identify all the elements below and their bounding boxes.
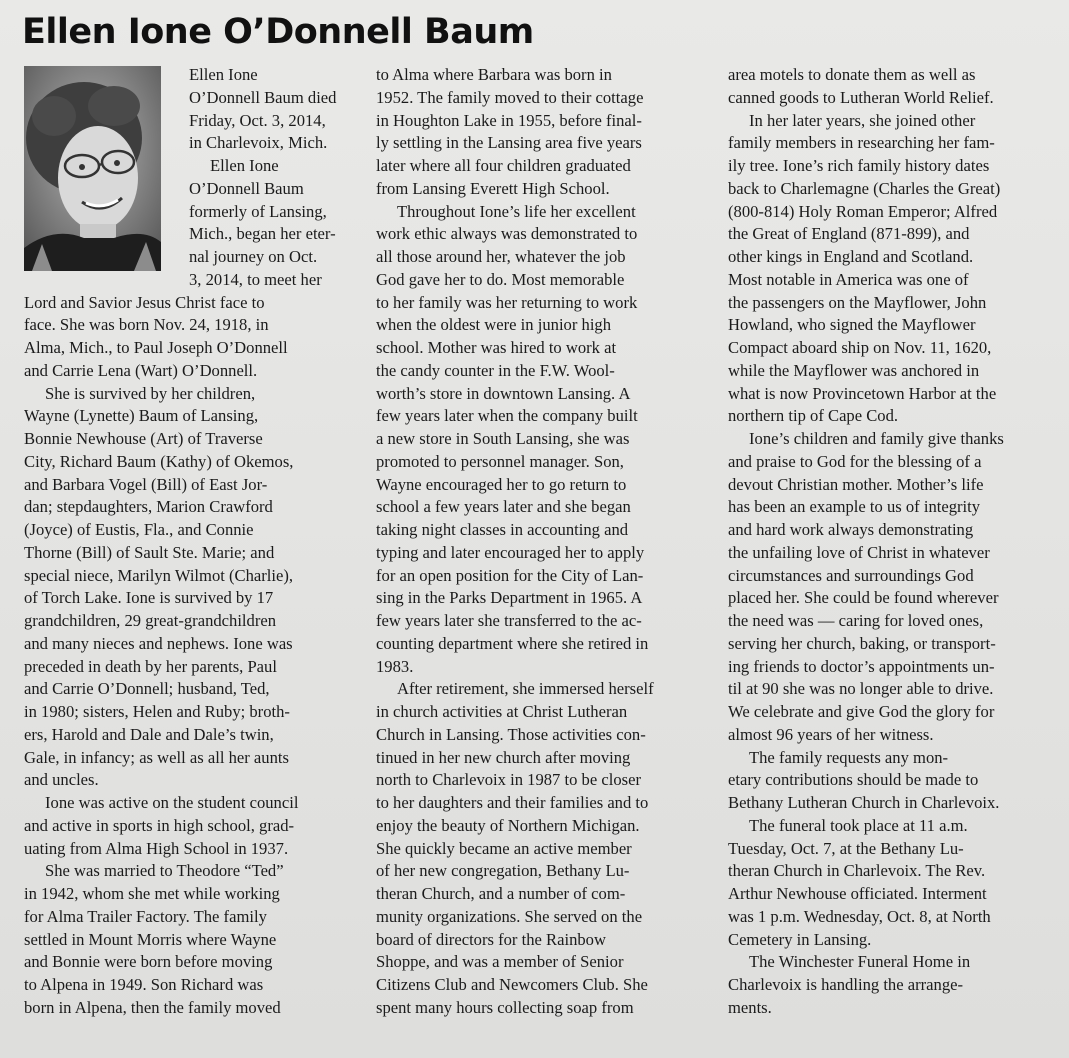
text-line: few years later she transferred to the ac- xyxy=(376,611,642,630)
text-line: til at 90 she was no longer able to drive. xyxy=(728,679,994,699)
text-line: and active in sports in high school, grad- xyxy=(24,815,295,835)
text-line: God gave her to do. Most memorable xyxy=(376,269,625,289)
text-line: O’Donnell Baum xyxy=(189,178,304,198)
text-line: circumstances and surroundings God xyxy=(728,565,974,585)
text-line: Bethany Lutheran Church in Charlevoix. xyxy=(728,793,1000,812)
text-line: (800-814) Holy Roman Emperor; Alfred xyxy=(728,201,998,221)
text-line: born in Alpena, then the family moved xyxy=(24,997,281,1017)
text-line: school. Mother was hired to work at xyxy=(376,338,617,357)
text-line: Mich., began her eter- xyxy=(189,224,336,244)
text-line: and praise to God for the blessing of a xyxy=(728,451,982,471)
text-line: special niece, Marilyn Wilmot (Charlie), xyxy=(24,565,294,585)
text-line: has been an example to us of integrity xyxy=(728,497,981,517)
text-line: serving her church, baking, or transport- xyxy=(728,633,996,653)
text-line: theran Church, and a number of com- xyxy=(376,884,626,903)
text-line: canned goods to Lutheran World Relief. xyxy=(728,87,994,107)
text-line: few years later when the company built xyxy=(376,406,638,426)
text-beside-photo xyxy=(189,64,336,292)
text-line: while the Mayflower was anchored in xyxy=(728,360,980,380)
photo-block xyxy=(24,64,359,292)
text-line: area motels to donate them as well as xyxy=(728,65,976,84)
text-line: the passengers on the Mayflower, John xyxy=(728,292,987,312)
text-line: the candy counter in the F.W. Wool- xyxy=(376,360,615,380)
text-line: spent many hours collecting soap from xyxy=(376,997,634,1017)
text-line: when the oldest were in junior high xyxy=(376,315,612,335)
text-line: work ethic always was demonstrated to xyxy=(376,224,638,244)
text-line: Friday, Oct. 3, 2014, xyxy=(189,110,326,130)
text-line: Ellen Ione xyxy=(210,156,279,175)
text-line: school a few years later and she began xyxy=(376,497,631,517)
text-line: Tuesday, Oct. 7, at the Bethany Lu- xyxy=(728,838,964,858)
text-line: 1983. xyxy=(376,656,414,676)
text-line: etary contributions should be made to xyxy=(728,770,979,790)
text-line: Citizens Club and Newcomers Club. She xyxy=(376,975,648,994)
text-line: She is survived by her children, xyxy=(45,383,256,403)
text-line: Most notable in America was one of xyxy=(728,269,969,289)
text-line: grandchildren, 29 great-grandchildren xyxy=(24,611,277,630)
text-line: theran Church in Charlevoix. The Rev. xyxy=(728,861,986,881)
text-line: board of directors for the Rainbow xyxy=(376,929,606,949)
text-line: in Houghton Lake in 1955, before final- xyxy=(376,110,642,130)
text-line: Shoppe, and was a member of Senior xyxy=(376,952,624,972)
text-line: Charlevoix is handling the arrange- xyxy=(728,975,964,994)
text-line: tinued in her new church after moving xyxy=(376,747,631,767)
text-line: for an open position for the City of Lan- xyxy=(376,565,644,585)
text-line: for Alma Trailer Factory. The family xyxy=(24,906,267,926)
text-line: enjoy the beauty of Northern Michigan. xyxy=(376,815,640,835)
text-line: 1952. The family moved to their cottage xyxy=(376,87,644,107)
portrait-photo-icon xyxy=(24,66,161,271)
text-line: Church in Lansing. Those activities con- xyxy=(376,724,646,744)
text-line: Throughout Ione’s life her excellent xyxy=(397,201,636,221)
text-line: counting department where she retired in xyxy=(376,633,649,653)
text-line: and uncles. xyxy=(24,770,99,790)
text-line: 3, 2014, to meet her xyxy=(189,269,322,289)
text-line: We celebrate and give God the glory for xyxy=(728,702,995,721)
text-line: of her new congregation, Bethany Lu- xyxy=(376,861,630,881)
obituary-headline: Ellen Ione O’Donnell Baum xyxy=(22,12,534,52)
text-line: Arthur Newhouse officiated. Interment xyxy=(728,884,987,903)
text-line: After retirement, she immersed herself xyxy=(397,679,654,699)
text-line: sing in the Parks Department in 1965. A xyxy=(376,588,643,608)
text-line: to her daughters and their families and to xyxy=(376,793,649,812)
column-2-lines xyxy=(376,64,710,1020)
column-2 xyxy=(376,64,710,1020)
text-line: nal journey on Oct. xyxy=(189,247,318,266)
text-line: She was married to Theodore “Ted” xyxy=(45,861,284,881)
text-line: Howland, who signed the Mayflower xyxy=(728,315,976,335)
text-line: all those around her, whatever the job xyxy=(376,247,626,266)
text-line: promoted to personnel manager. Son, xyxy=(376,451,624,471)
text-line: placed her. She could be found wherever xyxy=(728,588,999,608)
text-line: and Carrie O’Donnell; husband, Ted, xyxy=(24,679,270,699)
text-line: and many nieces and nephews. Ione was xyxy=(24,633,293,653)
text-line: in 1942, whom she met while working xyxy=(24,884,280,903)
text-line: devout Christian mother. Mother’s life xyxy=(728,474,984,494)
text-line: Wayne encouraged her to go return to xyxy=(376,474,627,494)
text-line: Gale, in infancy; as well as all her aunts xyxy=(24,747,289,767)
text-line: Thorne (Bill) of Sault Ste. Marie; and xyxy=(24,542,275,562)
text-line: northern tip of Cape Cod. xyxy=(728,406,899,426)
text-line: north to Charlevoix in 1987 to be closer xyxy=(376,770,641,790)
text-line: ments. xyxy=(728,997,772,1017)
text-line: (Joyce) of Eustis, Fla., and Connie xyxy=(24,520,254,539)
text-line: to Alma where Barbara was born in xyxy=(376,65,612,84)
text-line: typing and later encouraged her to apply xyxy=(376,542,645,562)
text-line: and Barbara Vogel (Bill) of East Jor- xyxy=(24,474,268,494)
text-line: later where all four children graduated xyxy=(376,156,631,175)
text-line: face. She was born Nov. 24, 1918, in xyxy=(24,315,269,335)
text-line: Ione’s children and family give thanks xyxy=(749,429,1004,448)
text-line: and hard work always demonstrating xyxy=(728,520,974,539)
text-line: and Bonnie were born before moving xyxy=(24,952,273,972)
text-line: in 1980; sisters, Helen and Ruby; broth- xyxy=(24,702,290,721)
text-line: uating from Alma High School in 1937. xyxy=(24,838,289,858)
column-1 xyxy=(24,64,359,1020)
column-3 xyxy=(728,64,1060,1020)
text-line: In her later years, she joined other xyxy=(749,110,976,130)
text-line: She quickly became an active member xyxy=(376,838,632,858)
text-line: worth’s store in downtown Lansing. A xyxy=(376,383,631,403)
text-line: to her family was her returning to work xyxy=(376,292,638,312)
text-line: Wayne (Lynette) Baum of Lansing, xyxy=(24,406,259,426)
column-3-lines xyxy=(728,64,1060,1020)
text-line: other kings in England and Scotland. xyxy=(728,247,974,266)
text-line: ly settling in the Lansing area five years xyxy=(376,133,642,153)
text-line: Compact aboard ship on Nov. 11, 1620, xyxy=(728,338,992,357)
column-1-lines xyxy=(24,292,359,1020)
text-line: preceded in death by her parents, Paul xyxy=(24,656,277,676)
text-line: City, Richard Baum (Kathy) of Okemos, xyxy=(24,451,294,471)
text-line: munity organizations. She served on the xyxy=(376,906,643,926)
text-line: ily tree. Ione’s rich family history dates xyxy=(728,156,990,175)
text-line: Ione was active on the student council xyxy=(45,793,299,812)
text-line: The Winchester Funeral Home in xyxy=(749,952,971,972)
text-line: to Alpena in 1949. Son Richard was xyxy=(24,975,264,994)
text-line: settled in Mount Morris where Wayne xyxy=(24,929,277,949)
text-line: the need was — caring for loved ones, xyxy=(728,611,984,630)
text-line: Lord and Savior Jesus Christ face to xyxy=(24,292,265,312)
text-line: in church activities at Christ Lutheran xyxy=(376,702,628,721)
text-line: ers, Harold and Dale and Dale’s twin, xyxy=(24,724,274,744)
text-line: taking night classes in accounting and xyxy=(376,520,629,539)
text-line: almost 96 years of her witness. xyxy=(728,724,934,744)
text-line: dan; stepdaughters, Marion Crawford xyxy=(24,497,273,517)
text-line: Bonnie Newhouse (Art) of Traverse xyxy=(24,429,263,448)
text-line: in Charlevoix, Mich. xyxy=(189,133,328,153)
text-line: formerly of Lansing, xyxy=(189,201,327,221)
text-line: back to Charlemagne (Charles the Great) xyxy=(728,178,1001,198)
text-line: was 1 p.m. Wednesday, Oct. 8, at North xyxy=(728,906,991,926)
text-line: from Lansing Everett High School. xyxy=(376,178,610,198)
text-line: ing friends to doctor’s appointments un- xyxy=(728,656,995,676)
text-line: Ellen Ione xyxy=(189,65,258,84)
text-line: a new store in South Lansing, she was xyxy=(376,429,630,448)
text-line: of Torch Lake. Ione is survived by 17 xyxy=(24,588,274,608)
text-line: Alma, Mich., to Paul Joseph O’Donnell xyxy=(24,338,288,357)
text-line: the Great of England (871-899), and xyxy=(728,224,970,244)
text-line: O’Donnell Baum died xyxy=(189,87,337,107)
text-line: The family requests any mon- xyxy=(749,747,949,767)
text-line: The funeral took place at 11 a.m. xyxy=(749,815,968,835)
text-line: what is now Provincetown Harbor at the xyxy=(728,383,997,403)
text-line: and Carrie Lena (Wart) O’Donnell. xyxy=(24,360,258,380)
text-line: the unfailing love of Christ in whatever xyxy=(728,542,990,562)
text-line: Cemetery in Lansing. xyxy=(728,929,872,949)
text-line: family members in researching her fam- xyxy=(728,133,995,153)
